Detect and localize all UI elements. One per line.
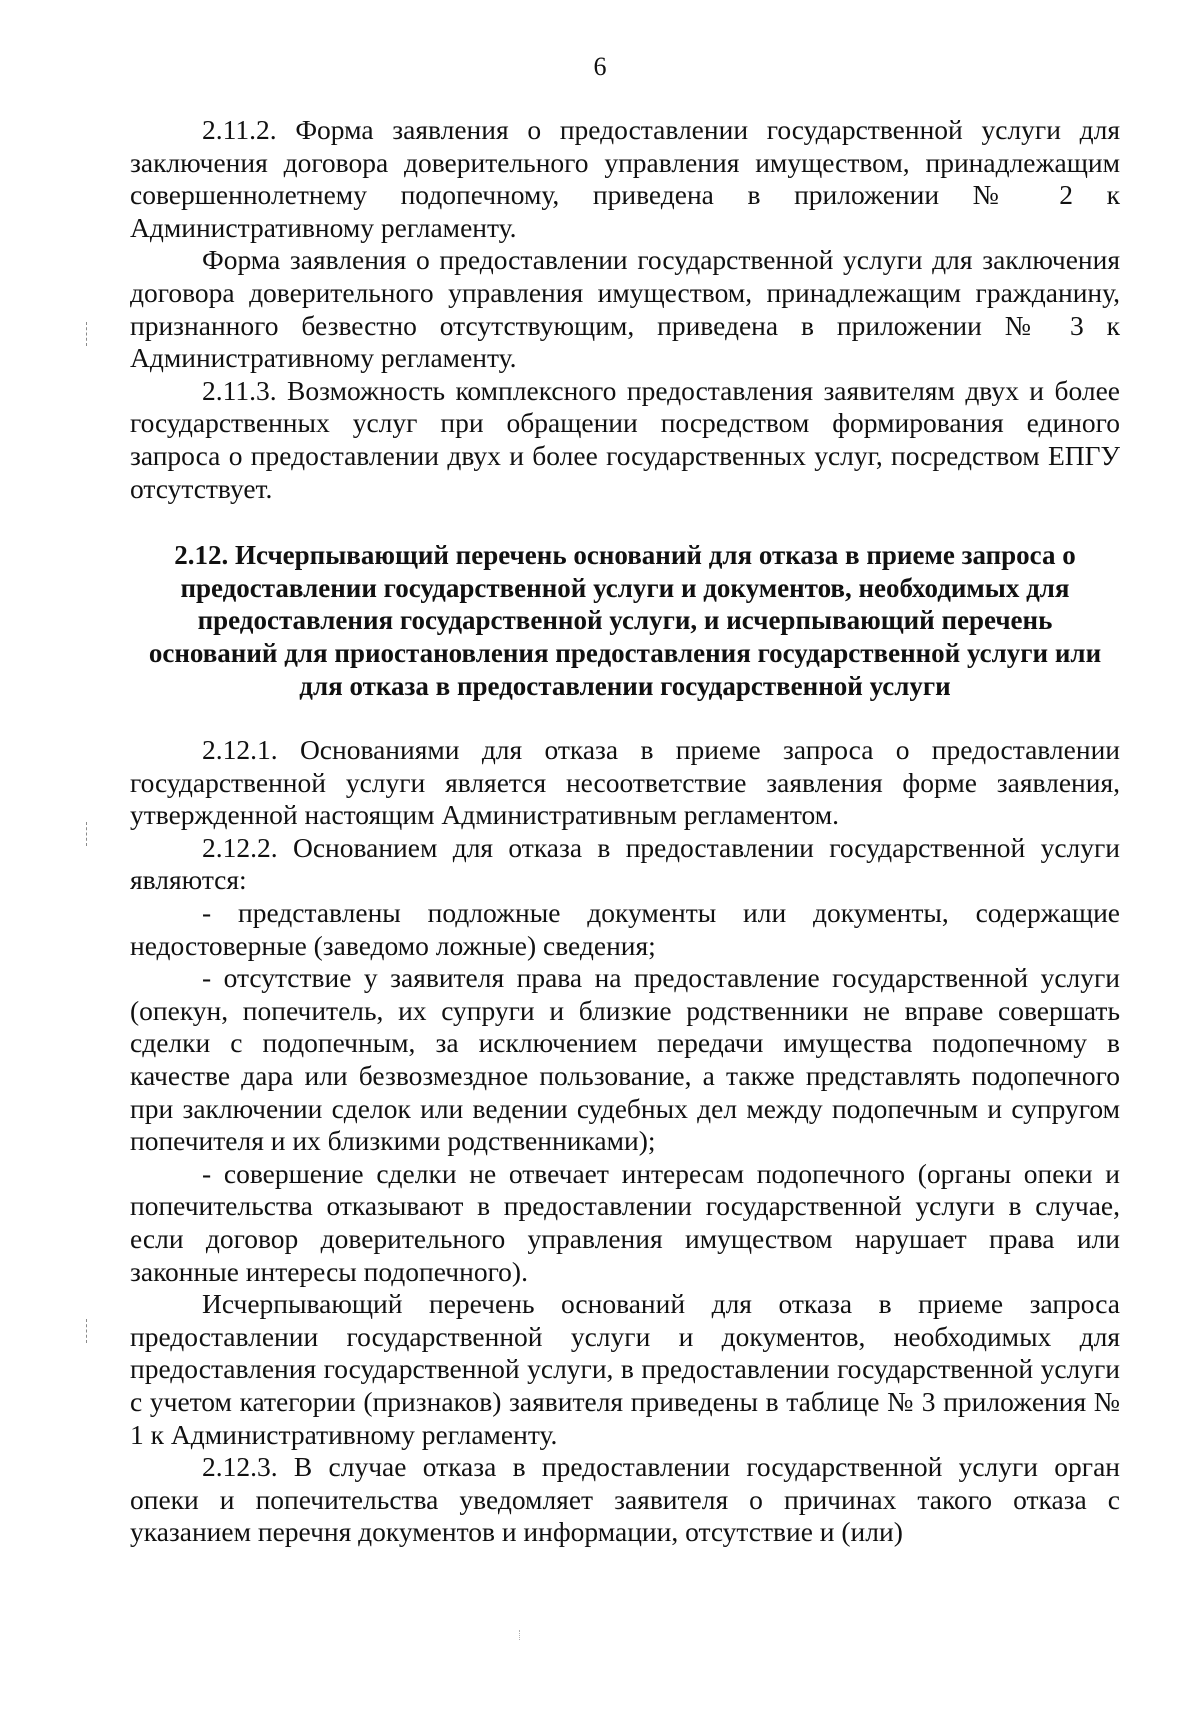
list-item-no-right: - отсутствие у заявителя права на предоставление государственной услуги (опекун, попечитель, их супруги и близкие родственники не вправе совершать сделки с подопечным, за исключением передачи имущества подопечному в качестве дара или безвозмездное пользование, а также представлять подопечного при заключении сделок или ведении судебных дел между подопечным и супругом попечителя и их близкими родственниками);: [130, 962, 1120, 1157]
list-item-forged-documents: - представлены подложные документы или документы, содержащие недостоверные (заведомо ложные) сведения;: [130, 897, 1120, 961]
list-item-not-in-interest: - совершение сделки не отвечает интересам подопечного (органы опеки и попечительства отказывают в предоставлении государственной услуги в случае, если договор доверительного управления имуществом нарушает права или законные интересы подопечного).: [130, 1157, 1120, 1287]
scan-artifact: [519, 1630, 522, 1640]
paragraph-2-12-1: 2.12.1. Основаниями для отказа в приеме запроса о предоставлении государственной услуги является несоответствие заявления форме заявления, утвержденной настоящим Административным регламентом.: [130, 734, 1120, 831]
paragraph-2-12-2: 2.12.2. Основанием для отказа в предоставлении государственной услуги являются:: [130, 831, 1120, 896]
paragraph-exhaustive-list: Исчерпывающий перечень оснований для отказа в приеме запроса предоставлении государственной услуги и документов, необходимых для предоставления государственной услуги, в предоставлении государственной услуги с учетом категории (признаков) заявителя приведены в таблице № 3 приложения № 1 к Административному регламенту.: [130, 1288, 1120, 1450]
paragraph-2-11-3: 2.11.3. Возможность комплексного предоставления заявителям двух и более государственных услуг при обращении посредством формирования единого запроса о предоставлении двух и более государственных услуг, посредством ЕПГУ отсутствует.: [130, 374, 1120, 504]
document-body: [130, 114, 1120, 1549]
scan-margin-mark: [86, 322, 89, 346]
scan-margin-mark: [86, 822, 89, 846]
section-heading-2-12: 2.12. Исчерпывающий перечень оснований для отказа в приеме запроса о предоставлении государственной услуги и документов, необходимых для предоставления государственной услуги, и исчерпывающий перечень оснований для приостановления предоставления государственной услуги или для отказа в предоставлении государственной услуги: [148, 540, 1102, 701]
paragraph-form-absent-citizen: Форма заявления о предоставлении государственной услуги для заключения договора доверительного управления имуществом, принадлежащим гражданину, признанного безвестно отсутствующим, приведена в приложении № 3 к Административному регламенту.: [130, 244, 1120, 374]
paragraph-2-12-3: 2.12.3. В случае отказа в предоставлении государственной услуги орган опеки и попечительства уведомляет заявителя о причинах такого отказа с указанием перечня документов и информации, отсутствие и (или): [130, 1451, 1120, 1548]
page-number: 6: [593, 52, 607, 81]
paragraph-2-11-2: 2.11.2. Форма заявления о предоставлении государственной услуги для заключения договора доверительного управления имуществом, принадлежащим совершеннолетнему подопечному, приведена в приложении № 2 к Административному регламенту.: [130, 114, 1120, 243]
scan-margin-mark: [86, 1319, 89, 1343]
